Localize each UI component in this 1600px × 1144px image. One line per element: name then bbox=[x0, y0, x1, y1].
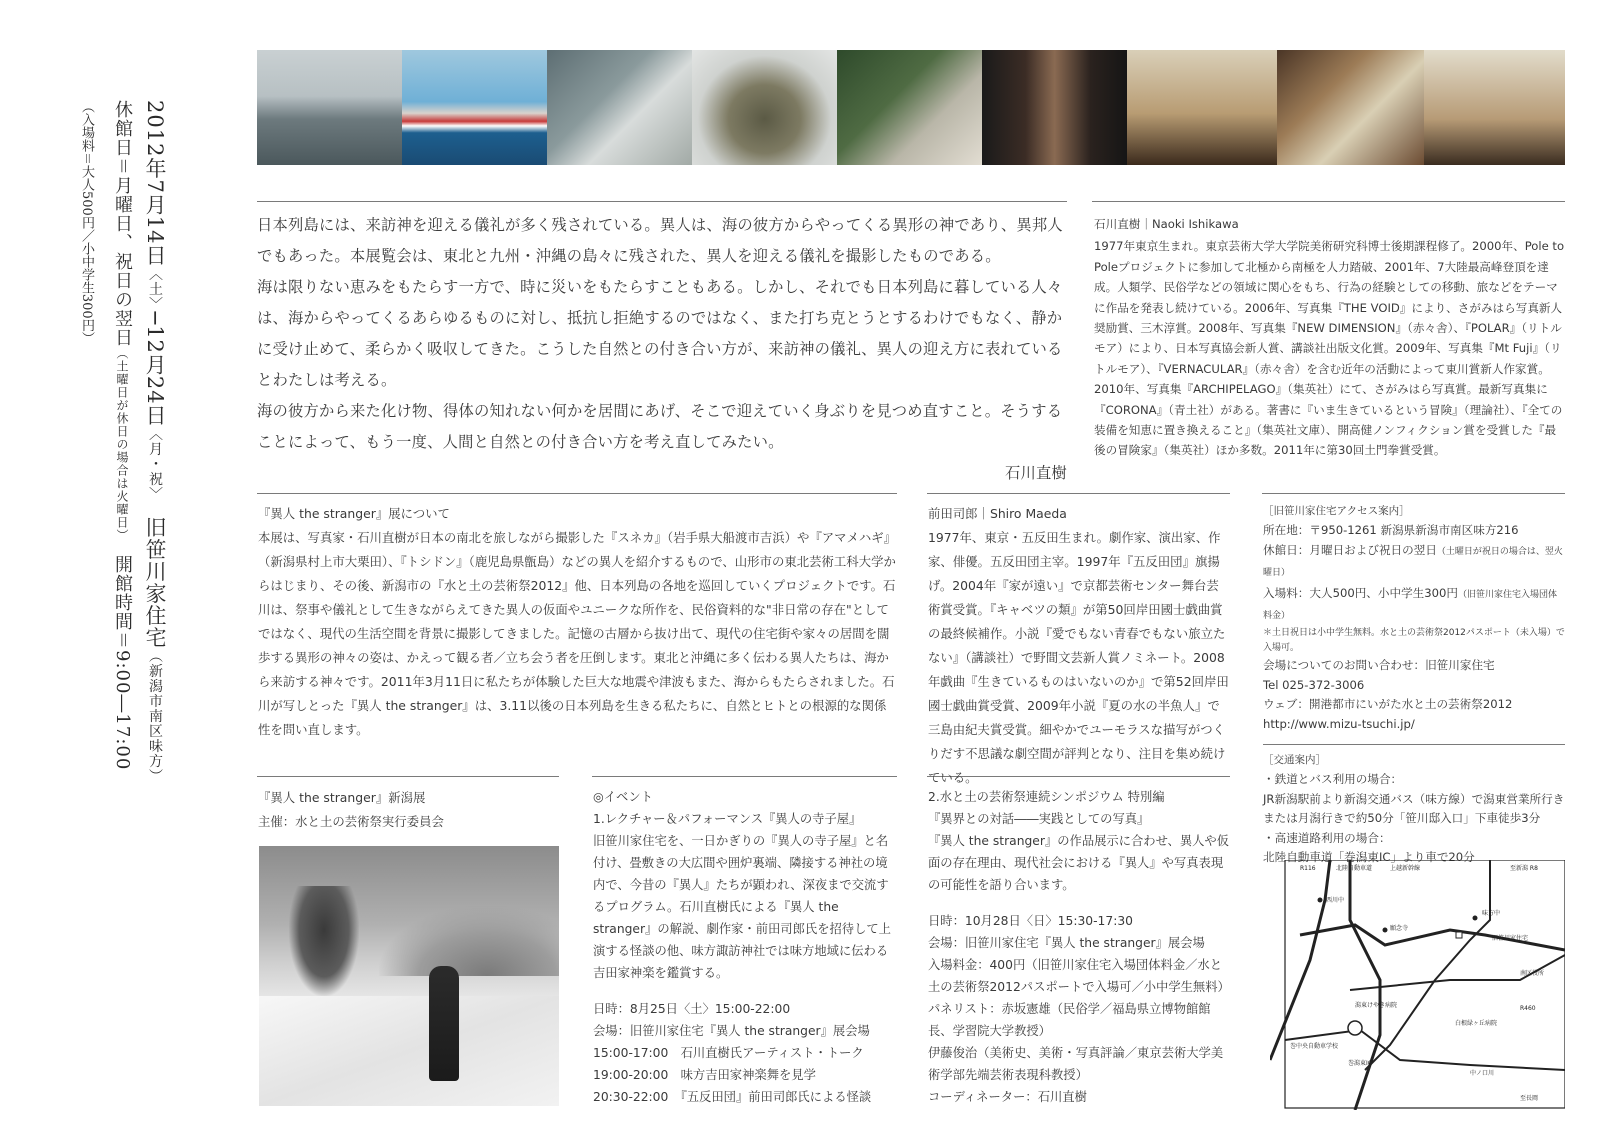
map-marker-gankoji bbox=[1383, 928, 1388, 933]
photo-village-lane bbox=[837, 50, 982, 165]
about-block bbox=[258, 502, 896, 742]
ishikawa-bio-block bbox=[1094, 214, 1565, 461]
date-end-day: 〈月・祝〉 bbox=[147, 426, 163, 495]
venue-location: （新潟市南区味方） bbox=[147, 648, 163, 784]
map-marker-nishikawa bbox=[1318, 898, 1323, 903]
map-label-joetsu: 上越新幹線 bbox=[1390, 865, 1421, 872]
event1-session-1: 15:00-17:00 石川直樹氏アーティスト・トーク bbox=[593, 1046, 864, 1060]
photo-sea-rock bbox=[692, 50, 837, 165]
photo-tree bbox=[289, 886, 359, 996]
map-label-niigata-r8: 至新潟 R8 bbox=[1510, 865, 1538, 872]
event1-block bbox=[593, 786, 897, 1108]
access-fee-text: 入場料：大人500円、小中学生300円 bbox=[1263, 585, 1458, 600]
event2-body: 『異人 the stranger』の作品展示に合わせ、異人や仮面の存在理由、現代社会における『異人』や写真表現の可能性を語り合います。 bbox=[928, 834, 1230, 892]
map-marker-kyu bbox=[1456, 932, 1462, 938]
access-closed-note: （土曜日が祝日の場合は、翌火曜日） bbox=[1263, 546, 1563, 579]
divider-essay bbox=[257, 201, 1067, 202]
map-label-nakanoguchi: 中ノ口川 bbox=[1470, 1070, 1495, 1077]
date-end: 12月24日 bbox=[143, 325, 167, 427]
divider-niigata bbox=[257, 776, 559, 777]
divider-maeda bbox=[927, 493, 1230, 494]
photo-hill bbox=[379, 906, 559, 976]
photo-person bbox=[429, 966, 459, 1081]
access-heading: ［旧笹川家住宅アクセス案内］ bbox=[1263, 505, 1410, 517]
map-label-post: 南区役所 bbox=[1520, 970, 1545, 977]
access-fee bbox=[1263, 584, 1565, 627]
map-label-r460: R460 bbox=[1520, 1005, 1536, 1012]
transport-4: 北陸自動車道「巻潟東IC」より車で20分 bbox=[1263, 850, 1475, 865]
event2-panel-2: 伊藤俊治（美術史、美術・写真評論／東京芸術大学美術学部先端芸術表現科教授） bbox=[928, 1046, 1224, 1082]
map-label-r116: R116 bbox=[1300, 865, 1316, 872]
map-marker-ajikata bbox=[1473, 916, 1478, 921]
event1-date: 日時：8月25日〈土〉15:00-22:00 bbox=[593, 1002, 791, 1016]
map-road-joetsu bbox=[1365, 860, 1490, 1070]
transport-heading: ［交通案内］ bbox=[1263, 754, 1326, 767]
access-contact: 会場についてのお問い合わせ：旧笹川家住宅 bbox=[1263, 658, 1495, 673]
event2-subtitle: 『異界との対話――実践としての写真』 bbox=[928, 812, 1150, 826]
map-label-gankoji: 願念寺 bbox=[1390, 925, 1409, 932]
date-dash: ─ bbox=[143, 311, 167, 326]
event2-title: 2.水と土の芸術祭連続シンポジウム 特別編 bbox=[928, 790, 1165, 804]
map-label-shirone: 潟東けやき病院 bbox=[1355, 1002, 1398, 1009]
opening-hours: 開館時間＝9:00―17:00 bbox=[112, 555, 133, 771]
event2-fee: 入場料金：400円（旧笹川家住宅入場団体料金／水と土の芸術祭2012パスポートで入場可／小中学生無料） bbox=[928, 958, 1230, 994]
essay-paragraph-3: 海の彼方から来た化け物、得体の知れない何かを居間にあげ、そこで迎えていく身ぶりを見つめ直すこと。そうすることによって、もう一度、人間と自然との付き合い方を考え直してみたい。 bbox=[257, 402, 1063, 451]
access-tel: Tel 025-372-3006 bbox=[1263, 677, 1365, 692]
event1-session-2: 19:00-20:00 味方吉田家神楽舞を見学 bbox=[593, 1068, 816, 1082]
access-web-label: ウェブ：開港都市にいがた水と土の芸術祭2012 bbox=[1263, 697, 1513, 712]
map-label-shirone2: 白根緑ヶ丘病院 bbox=[1455, 1020, 1498, 1027]
date-start-day: 〈土〉 bbox=[147, 266, 163, 312]
event1-session-3: 20:30-22:00 『五反田団』前田司郎氏による怪談 bbox=[593, 1090, 872, 1104]
event1-body: 旧笹川家住宅を、一日かぎりの『異人の寺子屋』と名付け、畳敷きの大広間や囲炉裏端、隣接する神社の境内で、今昔の『異人』たちが顕われ、深夜まで交流するプログラム。石川直樹氏による『異人 the stranger』の解説、劇作家・前田司郎氏を招待して上演する怪談の他、味方諏訪神社では味方地域に伝わる吉田家神楽を鑑賞する。 bbox=[593, 834, 891, 980]
photo-ferry bbox=[402, 50, 547, 165]
maeda-bio: 1977年、東京・五反田生まれ。劇作家、演出家、作家、俳優。五反田団主宰。1997年『五反田団』旗揚げ。2004年『家が遠い』で京都芸術センター舞台芸術賞受賞。『キャベツの類』が第50回岸田國士戯曲賞の最終候補作。小説『愛でもない青春でもない旅立たない』（講談社）で野間文芸新人賞ノミネート。2008年戯曲『生きているものはいないのか』で第52回岸田國士戯曲賞受賞、2009年小説『夏の水の半魚人』で三島由紀夫賞受賞。細やかでユーモラスな描写がつくりだす不思議な劇空間が評判となり、注目を集め続けている。 bbox=[928, 530, 1229, 785]
access-map-svg bbox=[1270, 860, 1565, 1110]
photo-house-interior bbox=[1424, 50, 1565, 165]
niigata-organizer: 主催：水と土の芸術祭実行委員会 bbox=[258, 814, 444, 829]
exhibition-dates-vertical bbox=[140, 100, 170, 784]
photo-sea-mountains bbox=[257, 50, 402, 165]
photo-boat-deck bbox=[547, 50, 692, 165]
essay-paragraph-1: 日本列島には、来訪神を迎える儀礼が多く残されている。異人は、海の彼方からやってくる異形の神であり、異邦人でもあった。本展覧会は、東北と九州・沖縄の島々に残された、異人を迎える儀礼を撮影したものである。 bbox=[257, 216, 1063, 265]
admission-fee-vertical bbox=[77, 100, 96, 345]
maeda-heading: 前田司郎｜Shiro Maeda bbox=[928, 506, 1067, 521]
venue-name: 旧笹川家住宅 bbox=[143, 516, 167, 649]
event2-block bbox=[928, 786, 1230, 1108]
map-label-nishikawa: 西川中 bbox=[1326, 897, 1345, 904]
ishikawa-bio: 1977年東京生まれ。東京芸術大学大学院美術研究科博士後期課程修了。2000年、Pole to Poleプロジェクトに参加して北極から南極を人力踏破、2001年、7大陸最高峰登頂を達成。人類学、民俗学などの領域に関心をもち、行為の経験としての移動、旅などをテーマに作品を発表し続けている。2006年、写真集『THE VOID』により、さがみはら写真新人奨励賞、三木淳賞。2008年、写真集『NEW DIMENSION』（赤々舎）、『POLAR』（リトルモア）により、日本写真協会新人賞、講談社出版文化賞。2009年、写真集『Mt Fuji』（リトルモア）、『VERNACULAR』（赤々舎）を含む近年の活動によって東川賞新人作家賞。2010年、写真集『ARCHIPELAGO』（集英社）にて、さがみはら写真賞。最新写真集に『CORONA』（青土社）がある。著書に『いま生きているという冒険』（理論社）、『全ての装備を知恵に置き換えること』（集英社文庫）、開高健ノンフィクション賞を受賞した『最後の冒険家』（集英社）ほか多数。2011年に第30回土門拳賞受賞。 bbox=[1094, 239, 1565, 458]
transport-1: ・鉄道とバス利用の場合： bbox=[1263, 772, 1403, 787]
transport-3: ・高速道路利用の場合： bbox=[1263, 830, 1391, 845]
date-start: 2012年7月14日 bbox=[143, 100, 167, 267]
niigata-block bbox=[258, 786, 558, 834]
about-body: 本展は、写真家・石川直樹が日本の南北を旅しながら撮影した『スネカ』（岩手県大船渡市吉浜）や『アマメハギ』（新潟県村上市大栗田）、『トシドン』（鹿児島県甑島）などの異人を紹介するもので、山形市の東北芸術工科大学からはじまり、その後、新潟市の『水と土の芸術祭2012』他、日本列島の各地を巡回していくプロジェクトです。石川は、祭事や儀礼として生きながらえてきた異人の仮面やユニークな所作を、民俗資料的な"非日常の存在"としてではなく、現代の生活空間を背景に撮影してきました。記憶の古層から抜け出て、現代の住宅街や家々の居間を闊歩する異形の神々の姿は、かえって観る者／立ち会う者を圧倒します。東北と沖縄に多く伝わる異人たちは、海から来訪する神々です。2011年3月11日に私たちが体験した巨大な地震や津波もまた、海からもたらされました。石川が写しとった『異人 the stranger』は、3.11以後の日本列島を生きる私たちに、自然とヒトとの根源的な関係性を問い直します。 bbox=[258, 530, 896, 737]
closed-days: 休館日＝月曜日、祝日の翌日 bbox=[112, 100, 133, 347]
map-road-hokuriku bbox=[1350, 860, 1380, 1110]
essay-signature: 石川直樹 bbox=[1005, 464, 1067, 482]
event1-venue: 会場：旧笹川家住宅『異人 the stranger』展会場 bbox=[593, 1024, 870, 1038]
transport-2: JR新潟駅前より新潟交通バス（味方線）で潟東営業所行きまたは月潟行きで約50分「笹川邸入口」下車徒歩3分 bbox=[1263, 791, 1565, 826]
essay-paragraph-2: 海は限りない恵みをもたらす一方で、時に災いをもたらすこともある。しかし、それでも日本列島に暮している人々は、海からやってくるあらゆるものに対し、抵抗し拒絶するのではなく、また打ち克とうとするわけでもなく、静かに受け止めて、柔らかく吸収してきた。こうした自然との付き合い方が、来訪神の儀礼、異人の迎え方に表れているとわたしは考える。 bbox=[257, 278, 1063, 389]
event1-title: 1.レクチャー＆パフォーマンス『異人の寺子屋』 bbox=[593, 812, 862, 826]
divider-access bbox=[1262, 493, 1565, 494]
access-map bbox=[1270, 860, 1565, 1110]
access-web-url[interactable]: http://www.mizu-tsuchi.jp/ bbox=[1263, 716, 1415, 731]
access-address: 所在地：〒950-1261 新潟県新潟市南区味方216 bbox=[1263, 523, 1519, 538]
map-marker-ic bbox=[1348, 1021, 1362, 1035]
niigata-title: 『異人 the stranger』新潟展 bbox=[258, 790, 426, 805]
snow-road-photo bbox=[259, 846, 559, 1106]
closed-hours-vertical bbox=[109, 100, 135, 770]
essay bbox=[257, 210, 1067, 489]
map-label-nagaoka: 至長岡 bbox=[1520, 1095, 1539, 1102]
divider-ishikawa bbox=[1092, 201, 1565, 202]
map-label-ic: 巻潟東IC bbox=[1348, 1060, 1372, 1067]
photo-tatami-room bbox=[1127, 50, 1277, 165]
access-fee-note2: ＊土日祝日は小中学生無料。水と土の芸術祭2012パスポート（未入場）で入場可。 bbox=[1263, 628, 1565, 654]
map-label-kyu: 旧笹川家住宅 bbox=[1492, 935, 1529, 942]
divider-about bbox=[257, 493, 897, 494]
map-label-ajikata: 味方中 bbox=[1482, 910, 1501, 917]
maeda-bio-block bbox=[928, 502, 1230, 790]
photo-masked-visitors bbox=[982, 50, 1127, 165]
event2-panel-1: パネリスト：赤坂憲雄（民俗学／福島県立博物館館長、学習院大学教授） bbox=[928, 1002, 1211, 1038]
map-label-hokuriku: 北陸自動車道 bbox=[1336, 865, 1373, 872]
access-closed bbox=[1263, 541, 1565, 584]
access-closed-text: 休館日：月曜日および祝日の翌日 bbox=[1263, 542, 1437, 557]
event2-coordinator: コーディネーター：石川直樹 bbox=[928, 1090, 1087, 1104]
map-road-south bbox=[1285, 1030, 1565, 1070]
divider-event1 bbox=[592, 776, 897, 777]
photo-road bbox=[259, 996, 559, 1106]
photo-family-room bbox=[1277, 50, 1424, 165]
access-block bbox=[1263, 502, 1565, 868]
event2-date: 日時：10月28日〈日〉15:30-17:30 bbox=[928, 914, 1133, 928]
ishikawa-heading: 石川直樹｜Naoki Ishikawa bbox=[1094, 217, 1239, 231]
map-label-makichu: 巻中央自動車学校 bbox=[1290, 1043, 1339, 1050]
photo-strip bbox=[257, 50, 1565, 165]
closed-note: （土曜日が休日の場合は火曜日） bbox=[115, 347, 129, 536]
access-fee-note: （旧笹川家住宅入場団体料金） bbox=[1263, 589, 1557, 622]
about-heading: 『異人 the stranger』展について bbox=[258, 506, 450, 521]
event1-heading: ◎イベント bbox=[593, 790, 653, 804]
map-road-r116 bbox=[1270, 860, 1330, 1060]
admission-fee: （入場料＝大人500円／小中学生300円） bbox=[79, 100, 94, 345]
event2-venue: 会場：旧笹川家住宅『異人 the stranger』展会場 bbox=[928, 936, 1205, 950]
transport-block bbox=[1263, 744, 1565, 867]
